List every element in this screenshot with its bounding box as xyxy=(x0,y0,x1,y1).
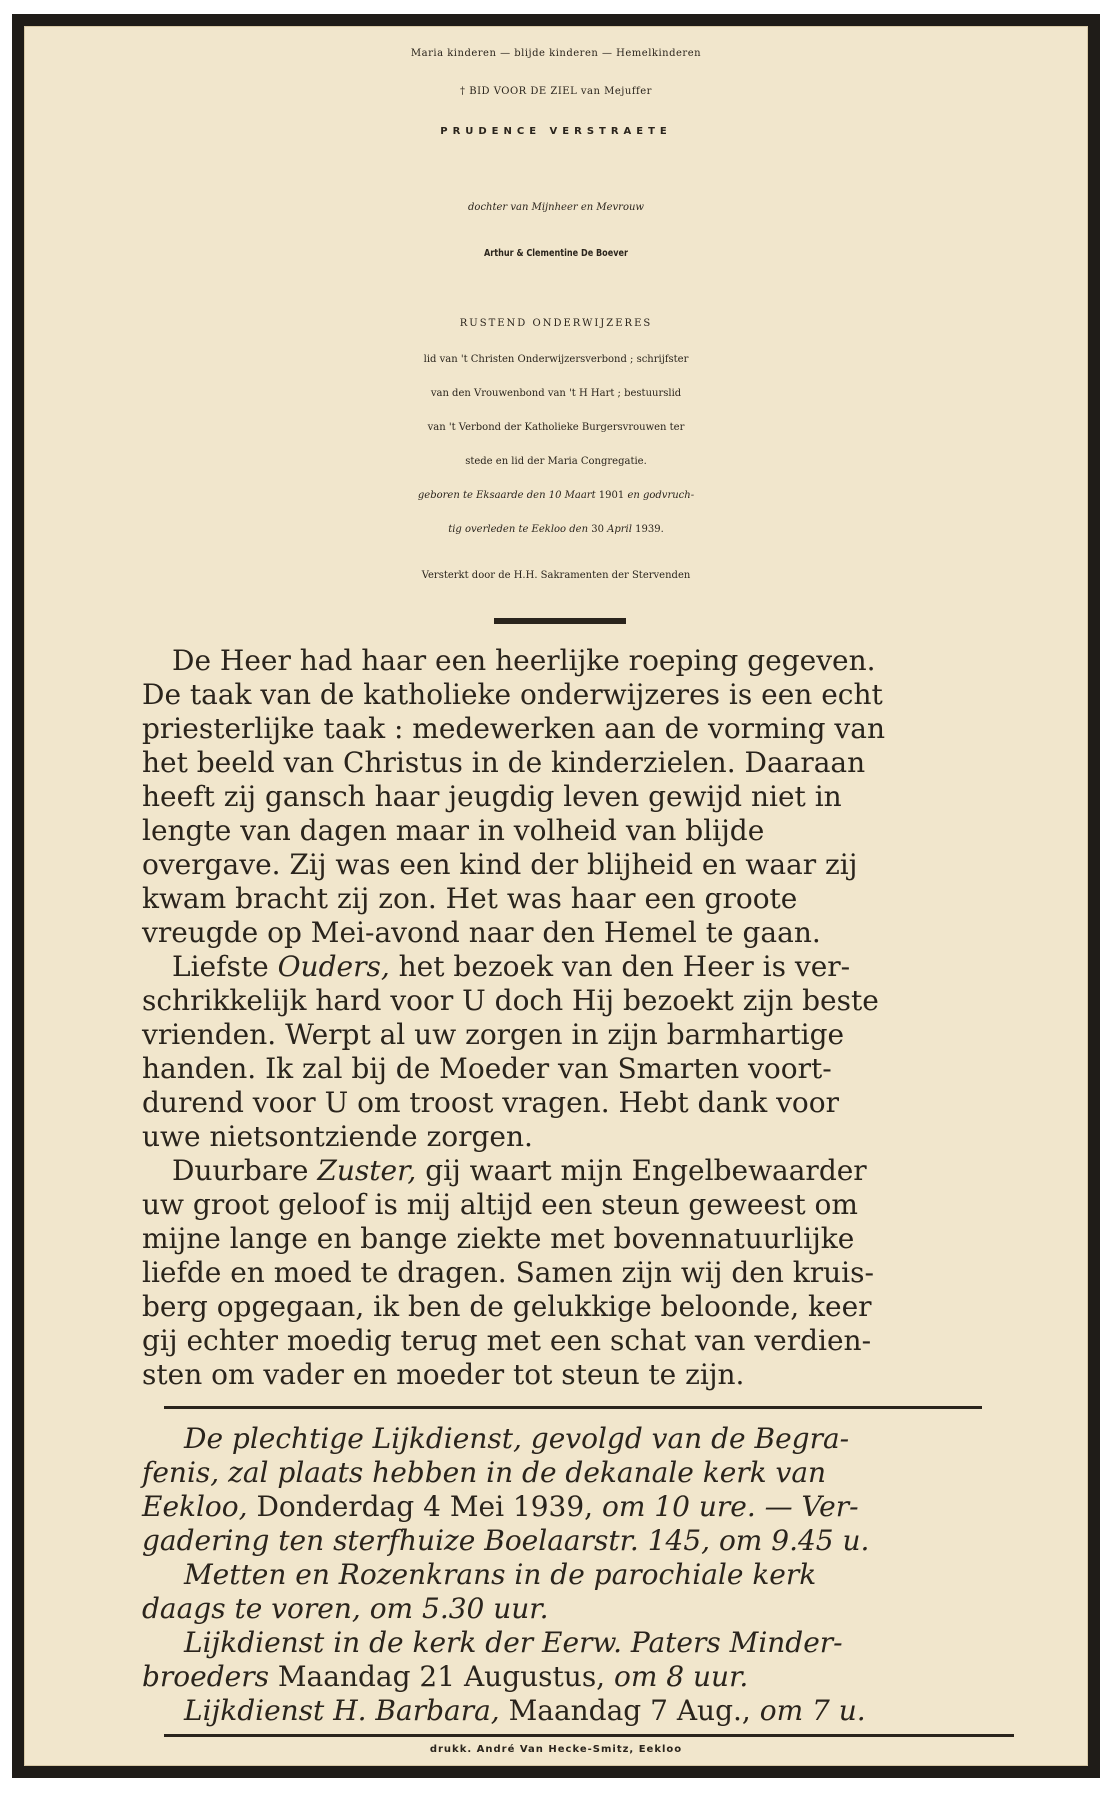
bio-line: van den Vrouwenbond van 't H Hart ; bestuurslid xyxy=(430,388,682,399)
paragraph-line: vrienden. Werpt al uw zorgen in zijn barmhartige xyxy=(142,1018,845,1051)
funeral-line: fenis, zal plaats hebben in de dekanale kerk van xyxy=(142,1456,827,1489)
parents-intro: dochter van Mijnheer en Mevrouw xyxy=(468,202,644,213)
paragraph-line: uwe nietsontziende zorgen. xyxy=(142,1120,533,1153)
funeral-line: Lijkdienst H. Barbara, Maandag 7 Aug., om 7 u. xyxy=(184,1694,866,1727)
header-line-prayer xyxy=(24,86,1088,97)
paragraph-line: liefde en moed te dragen. Samen zijn wij den kruis- xyxy=(142,1256,874,1289)
paragraph-line: handen. Ik zal bij de Moeder van Smarten voort- xyxy=(142,1052,832,1085)
funeral-line: Lijkdienst in de kerk der Eerw. Paters Minder- xyxy=(184,1626,843,1659)
paragraph-line: berg opgegaan, ik ben de gelukkige beloonde, keer xyxy=(142,1290,872,1323)
deceased-last-name: VERSTRAETE xyxy=(549,126,672,137)
paragraph-line: vreugde op Mei-avond naar den Hemel te gaan. xyxy=(142,916,821,949)
birth-line: geboren te Eksaarde den 10 Maart 1901 en godvruch- xyxy=(417,490,695,501)
occupation: RUSTEND ONDERWIJZERES xyxy=(459,318,653,329)
funeral-line: broeders Maandag 21 Augustus, om 8 uur. xyxy=(142,1660,749,1693)
funeral-line: gadering ten sterfhuize Boelaarstr. 145, om 9.45 u. xyxy=(142,1524,870,1557)
paragraph-line: De Heer had haar een heerlijke roeping gegeven. xyxy=(172,644,876,677)
funeral-line: Metten en Rozenkrans in de parochiale kerk xyxy=(184,1558,817,1591)
bio-line: lid van 't Christen Onderwijzersverbond ; schrijfster xyxy=(423,354,689,365)
paragraph-line: overgave. Zij was een kind der blijheid en waar zij xyxy=(142,848,858,881)
paragraph-line: Duurbare Zuster, gij waart mijn Engelbewaarder xyxy=(172,1154,867,1187)
memorial-card xyxy=(12,14,1100,1778)
paragraph-line: schrikkelijk hard voor U doch Hij bezoekt zijn beste xyxy=(142,984,879,1017)
funeral-line: De plechtige Lijkdienst, gevolgd van de Begra- xyxy=(184,1422,850,1455)
header-line-children: Maria kinderen — blijde kinderen — Hemelkinderen xyxy=(410,48,702,59)
paragraph-line: sten om vader en moeder tot steun te zijn. xyxy=(142,1358,745,1391)
paragraph-line: het beeld van Christus in de kinderzielen. Daaraan xyxy=(142,746,866,779)
cross-icon: † xyxy=(460,86,466,97)
paragraph-line: lengte van dagen maar in volheid van blijde xyxy=(142,814,765,847)
short-divider xyxy=(494,618,626,624)
sacraments-line: Versterkt door de H.H. Sakramenten der Stervenden xyxy=(421,570,691,581)
prayer-text: BID VOOR DE ZIEL xyxy=(469,86,578,97)
death-line: tig overleden te Eekloo den 30 April 1939. xyxy=(448,524,664,535)
paragraph-line: Liefste Ouders, het bezoek van den Heer is ver- xyxy=(172,950,851,983)
divider-funeral-bottom xyxy=(164,1734,1014,1737)
paragraph-line: De taak van de katholieke onderwijzeres is een echt xyxy=(142,678,883,711)
deceased-name xyxy=(24,126,1088,137)
paragraph-line: durend voor U om troost vragen. Hebt dank voor xyxy=(142,1086,839,1119)
paragraph-line: gij echter moedig terug met een schat van verdien- xyxy=(142,1324,872,1357)
paragraph-line: heeft zij gansch haar jeugdig leven gewijd niet in xyxy=(142,780,842,813)
paragraph-line: mijne lange en bange ziekte met bovennatuurlijke xyxy=(142,1222,855,1255)
funeral-line: Eekloo, Donderdag 4 Mei 1939, om 10 ure. — Ver- xyxy=(142,1490,859,1523)
paragraph-line: uw groot geloof is mij altijd een steun geweest om xyxy=(142,1188,858,1221)
deceased-first-name: PRUDENCE xyxy=(440,126,542,137)
bio-line: van 't Verbond der Katholieke Burgersvrouwen ter xyxy=(427,422,685,433)
bio-line: stede en lid der Maria Congregatie. xyxy=(465,456,647,467)
paragraph-line: kwam bracht zij zon. Het was haar een groote xyxy=(142,882,798,915)
parents-names: Arthur & Clementine De Boever xyxy=(483,248,628,259)
funeral-line: daags te voren, om 5.30 uur. xyxy=(142,1592,549,1625)
paragraph-line: priesterlijke taak : medewerken aan de vorming van xyxy=(142,712,885,745)
printer-credit: drukk. André Van Hecke-Smitz, Eekloo xyxy=(429,1744,683,1755)
prayer-text-2: van Mejuffer xyxy=(580,86,652,97)
divider-funeral-top xyxy=(164,1406,982,1409)
